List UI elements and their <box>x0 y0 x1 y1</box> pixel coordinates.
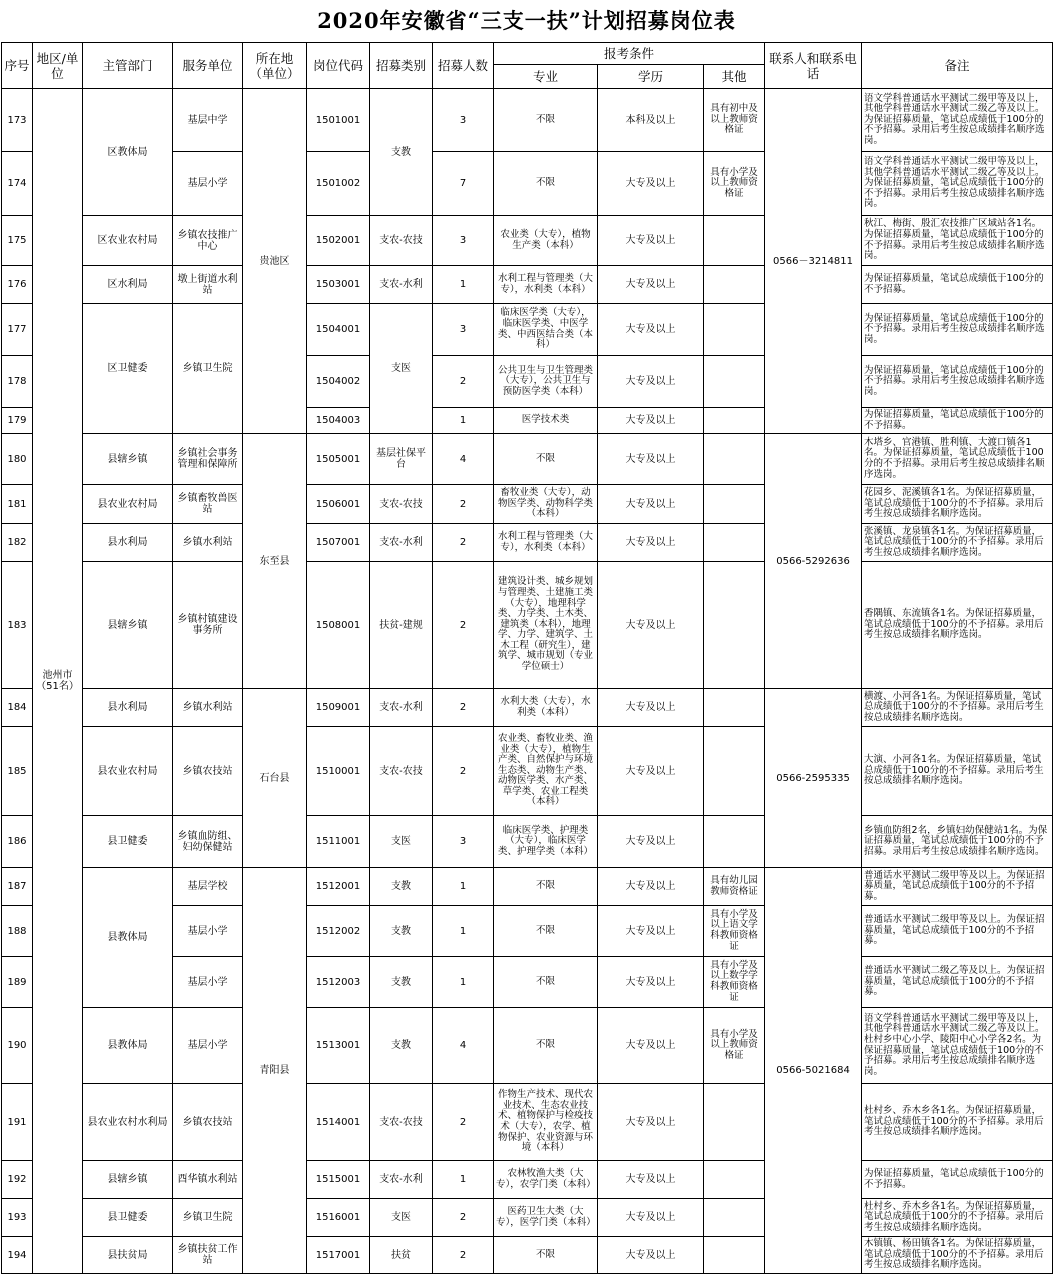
table-row <box>2 524 1053 562</box>
code-cell: 1512001 <box>307 868 370 906</box>
seq-cell: 191 <box>2 1084 33 1161</box>
major-cell: 临床医学类（大专），临床医学类、中医学类、中西医结合类（本科） <box>494 304 598 356</box>
edu-cell: 大专及以上 <box>598 727 704 816</box>
note-cell: 大演、小河各1名。为保证招募质量，笔试总成绩低于100分的不予招募。录用后考生按总成绩排名顺序选岗。 <box>862 727 1053 816</box>
edu-cell: 大专及以上 <box>598 1237 704 1274</box>
note-cell: 张溪镇、龙泉镇各1名。为保证招募质量，笔试总成绩低于100分的不予招募。录用后考生按总成绩排名顺序选岗。 <box>862 524 1053 562</box>
code-cell: 1513001 <box>307 1008 370 1084</box>
unit-cell: 墩上街道水利站 <box>173 266 243 304</box>
other-cell <box>704 1161 765 1199</box>
page-title: 2020年安徽省“三支一扶”计划招募岗位表 <box>317 8 736 33</box>
note-cell: 秋江、梅街、殷汇农技推广区域站各1名。为保证招募质量，笔试总成绩低于100分的不予招募。录用后考生按总成绩排名顺序选岗。 <box>862 216 1053 266</box>
unit-cell: 基层学校 <box>173 868 243 906</box>
dept-cell: 区教体局 <box>83 89 173 216</box>
code-cell: 1516001 <box>307 1199 370 1237</box>
num-cell: 2 <box>433 356 494 408</box>
category-cell: 支农-农技 <box>370 485 433 524</box>
category-cell: 支农-水利 <box>370 689 433 727</box>
note-cell: 为保证招募质量，笔试总成绩低于100分的不予招募。 <box>862 408 1053 434</box>
edu-cell: 大专及以上 <box>598 524 704 562</box>
seq-cell: 194 <box>2 1237 33 1274</box>
edu-cell: 大专及以上 <box>598 816 704 868</box>
major-cell: 不限 <box>494 434 598 485</box>
seq-cell: 185 <box>2 727 33 816</box>
num-cell: 3 <box>433 816 494 868</box>
other-cell <box>704 524 765 562</box>
contact-cell: 0566-5292636 <box>765 434 862 689</box>
major-cell: 水利工程与管理类（大专），水利类（本科） <box>494 266 598 304</box>
note-cell: 语文学科普通话水平测试二级甲等及以上，其他学科普通话水平测试二级乙等及以上。为保证招募质量，笔试总成绩低于100分的不予招募。录用后考生按总成绩排名顺序选岗。 <box>862 152 1053 216</box>
code-cell: 1510001 <box>307 727 370 816</box>
note-cell: 乡镇血防组2名，乡镇妇幼保健站1名。为保证招募质量，笔试总成绩低于100分的不予招募。录用后考生按总成绩排名顺序选岗。 <box>862 816 1053 868</box>
other-cell <box>704 689 765 727</box>
category-cell: 支医 <box>370 1199 433 1237</box>
header-major: 专业 <box>494 65 598 89</box>
code-cell: 1504001 <box>307 304 370 356</box>
note-cell: 为保证招募质量，笔试总成绩低于100分的不予招募。 <box>862 1161 1053 1199</box>
note-cell: 横渡、小河各1名。为保证招募质量，笔试总成绩低于100分的不予招募。录用后考生按总成绩排名顺序选岗。 <box>862 689 1053 727</box>
seq-cell: 190 <box>2 1008 33 1084</box>
category-cell: 支农-水利 <box>370 524 433 562</box>
code-cell: 1517001 <box>307 1237 370 1274</box>
note-cell: 普通话水平测试二级甲等及以上。为保证招募质量，笔试总成绩低于100分的不予招募。 <box>862 906 1053 957</box>
major-cell: 不限 <box>494 152 598 216</box>
note-cell: 为保证招募质量，笔试总成绩低于100分的不予招募。录用后考生按总成绩排名顺序选岗。 <box>862 304 1053 356</box>
seq-cell: 180 <box>2 434 33 485</box>
category-cell: 支教 <box>370 89 433 216</box>
table-row <box>2 816 1053 868</box>
code-cell: 1509001 <box>307 689 370 727</box>
code-cell: 1502001 <box>307 216 370 266</box>
major-cell: 医药卫生大类（大专），医学门类（本科） <box>494 1199 598 1237</box>
code-cell: 1504002 <box>307 356 370 408</box>
code-cell: 1507001 <box>307 524 370 562</box>
num-cell: 3 <box>433 304 494 356</box>
major-cell: 农林牧渔大类（大专），农学门类（本科） <box>494 1161 598 1199</box>
category-cell: 基层社保平台 <box>370 434 433 485</box>
note-cell: 木塔乡、官港镇、胜利镇、大渡口镇各1名。为保证招募质量，笔试总成绩低于100分的不予招募。录用后考生按总成绩排名顺序选岗。 <box>862 434 1053 485</box>
note-cell: 普通话水平测试二级乙等及以上。为保证招募质量，笔试总成绩低于100分的不予招募。 <box>862 957 1053 1008</box>
major-cell: 水利工程与管理类（大专），水利类（本科） <box>494 524 598 562</box>
num-cell: 1 <box>433 868 494 906</box>
major-cell: 不限 <box>494 1008 598 1084</box>
dept-cell: 区卫健委 <box>83 304 173 434</box>
location-cell: 青阳县 <box>243 868 307 1274</box>
edu-cell: 大专及以上 <box>598 1008 704 1084</box>
edu-cell: 大专及以上 <box>598 1199 704 1237</box>
table-row <box>2 89 1053 152</box>
edu-cell: 大专及以上 <box>598 1161 704 1199</box>
note-cell: 普通话水平测试二级甲等及以上。为保证招募质量，笔试总成绩低于100分的不予招募。 <box>862 868 1053 906</box>
num-cell: 4 <box>433 434 494 485</box>
category-cell: 支教 <box>370 1008 433 1084</box>
table-row <box>2 868 1053 906</box>
recruitment-table <box>1 42 1053 1274</box>
category-cell: 支农-水利 <box>370 266 433 304</box>
unit-cell: 酉华镇水利站 <box>173 1161 243 1199</box>
category-cell: 支教 <box>370 868 433 906</box>
code-cell: 1512003 <box>307 957 370 1008</box>
dept-cell: 县扶贫局 <box>83 1237 173 1274</box>
seq-cell: 186 <box>2 816 33 868</box>
code-cell: 1514001 <box>307 1084 370 1161</box>
header-num: 招募人数 <box>433 43 494 89</box>
unit-cell: 基层小学 <box>173 957 243 1008</box>
major-cell: 作物生产技术、现代农业技术、生态农业技术、植物保护与检疫技术（大专），农学、植物保护、农业资源与环境（本科） <box>494 1084 598 1161</box>
location-cell: 贵池区 <box>243 89 307 434</box>
category-cell: 支农-农技 <box>370 216 433 266</box>
other-cell <box>704 727 765 816</box>
header-conditions: 报考条件 <box>494 43 765 65</box>
other-cell <box>704 1084 765 1161</box>
other-cell: 具有初中及以上教师资格证 <box>704 89 765 152</box>
seq-cell: 174 <box>2 152 33 216</box>
edu-cell: 大专及以上 <box>598 152 704 216</box>
header-dept: 主管部门 <box>83 43 173 89</box>
category-cell: 支教 <box>370 906 433 957</box>
note-cell: 花园乡、泥溪镇各1名。为保证招募质量，笔试总成绩低于100分的不予招募。录用后考生按总成绩排名顺序选岗。 <box>862 485 1053 524</box>
code-cell: 1501001 <box>307 89 370 152</box>
num-cell: 2 <box>433 689 494 727</box>
edu-cell: 大专及以上 <box>598 434 704 485</box>
code-cell: 1503001 <box>307 266 370 304</box>
unit-cell: 乡镇农技站 <box>173 1084 243 1161</box>
num-cell: 4 <box>433 1008 494 1084</box>
num-cell: 2 <box>433 727 494 816</box>
edu-cell: 大专及以上 <box>598 562 704 689</box>
major-cell: 水利大类（大专），水利类（本科） <box>494 689 598 727</box>
category-cell: 扶贫 <box>370 1237 433 1274</box>
dept-cell: 县卫健委 <box>83 816 173 868</box>
note-cell: 杜村乡、乔木乡各1名。为保证招募质量，笔试总成绩低于100分的不予招募。录用后考生按总成绩排名顺序选岗。 <box>862 1084 1053 1161</box>
code-cell: 1504003 <box>307 408 370 434</box>
edu-cell: 本科及以上 <box>598 89 704 152</box>
seq-cell: 179 <box>2 408 33 434</box>
other-cell <box>704 1199 765 1237</box>
edu-cell: 大专及以上 <box>598 304 704 356</box>
num-cell: 1 <box>433 1161 494 1199</box>
unit-cell: 乡镇卫生院 <box>173 304 243 434</box>
other-cell: 具有幼儿园教师资格证 <box>704 868 765 906</box>
header-region: 地区/单位 <box>33 43 83 89</box>
major-cell: 临床医学类、护理类（大专），临床医学类、护理学类（本科） <box>494 816 598 868</box>
num-cell: 1 <box>433 266 494 304</box>
other-cell <box>704 816 765 868</box>
seq-cell: 173 <box>2 89 33 152</box>
num-cell: 2 <box>433 524 494 562</box>
table-row <box>2 216 1053 266</box>
major-cell: 畜牧业类（大专），动物医学类、动物科学类（本科） <box>494 485 598 524</box>
unit-cell: 基层小学 <box>173 1008 243 1084</box>
other-cell: 具有小学及以上教师资格证 <box>704 1008 765 1084</box>
unit-cell: 乡镇水利站 <box>173 524 243 562</box>
seq-cell: 181 <box>2 485 33 524</box>
dept-cell: 县教体局 <box>83 1008 173 1084</box>
unit-cell: 乡镇农技站 <box>173 727 243 816</box>
contact-cell: 0566-2595335 <box>765 689 862 868</box>
seq-cell: 184 <box>2 689 33 727</box>
unit-cell: 乡镇畜牧兽医站 <box>173 485 243 524</box>
major-cell: 建筑设计类、城乡规划与管理类、土建施工类（大专），地理科学类、力学类、土木类、建筑类（本科），地理学、力学、建筑学、土木工程（研究生），建筑学、城市规划（专业学位硕士） <box>494 562 598 689</box>
header-contact: 联系人和联系电话 <box>765 43 862 89</box>
seq-cell: 188 <box>2 906 33 957</box>
dept-cell: 县辖乡镇 <box>83 562 173 689</box>
table-row <box>2 485 1053 524</box>
edu-cell: 大专及以上 <box>598 957 704 1008</box>
seq-cell: 182 <box>2 524 33 562</box>
category-cell: 支农-农技 <box>370 1084 433 1161</box>
seq-cell: 178 <box>2 356 33 408</box>
edu-cell: 大专及以上 <box>598 868 704 906</box>
table-row <box>2 434 1053 485</box>
other-cell: 具有小学及以上教师资格证 <box>704 152 765 216</box>
other-cell <box>704 408 765 434</box>
header-seq: 序号 <box>2 43 33 89</box>
dept-cell: 县卫健委 <box>83 1199 173 1237</box>
table-row <box>2 1237 1053 1274</box>
category-cell: 支农-农技 <box>370 727 433 816</box>
location-cell: 东至县 <box>243 434 307 689</box>
dept-cell: 县辖乡镇 <box>83 434 173 485</box>
location-cell: 石台县 <box>243 689 307 868</box>
unit-cell: 乡镇扶贫工作站 <box>173 1237 243 1274</box>
table-row <box>2 727 1053 816</box>
edu-cell: 大专及以上 <box>598 485 704 524</box>
other-cell <box>704 1237 765 1274</box>
note-cell: 语文学科普通话水平测试二级甲等及以上，其他学科普通话水平测试二级乙等及以上。为保证招募质量，笔试总成绩低于100分的不予招募。录用后考生按总成绩排名顺序选岗。 <box>862 89 1053 152</box>
code-cell: 1512002 <box>307 906 370 957</box>
num-cell: 2 <box>433 1237 494 1274</box>
num-cell: 2 <box>433 1199 494 1237</box>
seq-cell: 193 <box>2 1199 33 1237</box>
num-cell: 2 <box>433 562 494 689</box>
dept-cell: 县水利局 <box>83 524 173 562</box>
unit-cell: 乡镇卫生院 <box>173 1199 243 1237</box>
region-cell: 池州市（51名） <box>33 89 83 1274</box>
unit-cell: 基层小学 <box>173 906 243 957</box>
other-cell: 具有小学及以上数学学科教师资格证 <box>704 957 765 1008</box>
num-cell: 1 <box>433 408 494 434</box>
dept-cell: 县水利局 <box>83 689 173 727</box>
major-cell: 不限 <box>494 1237 598 1274</box>
dept-cell: 县教体局 <box>83 868 173 1008</box>
edu-cell: 大专及以上 <box>598 266 704 304</box>
major-cell: 农业类（大专），植物生产类（本科） <box>494 216 598 266</box>
category-cell: 扶贫-建规 <box>370 562 433 689</box>
seq-cell: 175 <box>2 216 33 266</box>
num-cell: 7 <box>433 152 494 216</box>
header-category: 招募类别 <box>370 43 433 89</box>
unit-cell: 基层小学 <box>173 152 243 216</box>
note-cell: 为保证招募质量，笔试总成绩低于100分的不予招募。 <box>862 266 1053 304</box>
other-cell <box>704 304 765 356</box>
table-row <box>2 1008 1053 1084</box>
category-cell: 支教 <box>370 957 433 1008</box>
major-cell: 不限 <box>494 89 598 152</box>
table-row <box>2 562 1053 689</box>
dept-cell: 县农业农村局 <box>83 485 173 524</box>
category-cell: 支农-水利 <box>370 1161 433 1199</box>
contact-cell: 0566－3214811 <box>765 89 862 434</box>
table-row <box>2 1161 1053 1199</box>
note-cell: 杜村乡、乔木乡各1名。为保证招募质量，笔试总成绩低于100分的不予招募。录用后考生按总成绩排名顺序选岗。 <box>862 1199 1053 1237</box>
unit-cell: 乡镇农技推广中心 <box>173 216 243 266</box>
edu-cell: 大专及以上 <box>598 689 704 727</box>
table-row <box>2 304 1053 356</box>
note-cell: 木镇镇、杨田镇各1名。为保证招募质量，笔试总成绩低于100分的不予招募。录用后考生按总成绩排名顺序选岗。 <box>862 1237 1053 1274</box>
code-cell: 1515001 <box>307 1161 370 1199</box>
code-cell: 1505001 <box>307 434 370 485</box>
header-other: 其他 <box>704 65 765 89</box>
other-cell: 具有小学及以上语文学科教师资格证 <box>704 906 765 957</box>
num-cell: 3 <box>433 89 494 152</box>
seq-cell: 183 <box>2 562 33 689</box>
major-cell: 不限 <box>494 906 598 957</box>
category-cell: 支医 <box>370 304 433 434</box>
num-cell: 1 <box>433 957 494 1008</box>
other-cell <box>704 216 765 266</box>
edu-cell: 大专及以上 <box>598 408 704 434</box>
code-cell: 1511001 <box>307 816 370 868</box>
note-cell: 为保证招募质量，笔试总成绩低于100分的不予招募。录用后考生按总成绩排名顺序选岗。 <box>862 356 1053 408</box>
header-code: 岗位代码 <box>307 43 370 89</box>
seq-cell: 176 <box>2 266 33 304</box>
dept-cell: 县农业农村水利局 <box>83 1084 173 1161</box>
dept-cell: 区农业农村局 <box>83 216 173 266</box>
table-row <box>2 266 1053 304</box>
unit-cell: 乡镇血防组、妇幼保健站 <box>173 816 243 868</box>
num-cell: 2 <box>433 485 494 524</box>
code-cell: 1506001 <box>307 485 370 524</box>
other-cell <box>704 266 765 304</box>
num-cell: 1 <box>433 906 494 957</box>
major-cell: 公共卫生与卫生管理类（大专），公共卫生与预防医学类（本科） <box>494 356 598 408</box>
other-cell <box>704 485 765 524</box>
dept-cell: 区水利局 <box>83 266 173 304</box>
edu-cell: 大专及以上 <box>598 906 704 957</box>
code-cell: 1508001 <box>307 562 370 689</box>
major-cell: 农业类、畜牧业类、渔业类（大专），植物生产类、自然保护与环境生态类、动物生产类、动物医学类、水产类、草学类、农业工程类（本科） <box>494 727 598 816</box>
edu-cell: 大专及以上 <box>598 216 704 266</box>
table-row <box>2 1084 1053 1161</box>
other-cell <box>704 434 765 485</box>
num-cell: 3 <box>433 216 494 266</box>
note-cell: 语文学科普通话水平测试二级甲等及以上，其他学科普通话水平测试二级乙等及以上。杜村乡中心小学、陵阳中心小学各2名。为保证招募质量，笔试总成绩低于100分的不予招募。录用后考生按总成绩排名顺序选岗。 <box>862 1008 1053 1084</box>
dept-cell: 县辖乡镇 <box>83 1161 173 1199</box>
header-unit: 服务单位 <box>173 43 243 89</box>
unit-cell: 基层中学 <box>173 89 243 152</box>
major-cell: 医学技术类 <box>494 408 598 434</box>
edu-cell: 大专及以上 <box>598 1084 704 1161</box>
unit-cell: 乡镇水利站 <box>173 689 243 727</box>
category-cell: 支医 <box>370 816 433 868</box>
table-row <box>2 1199 1053 1237</box>
table-row <box>2 689 1053 727</box>
seq-cell: 177 <box>2 304 33 356</box>
major-cell: 不限 <box>494 868 598 906</box>
header-location: 所在地（单位） <box>243 43 307 89</box>
dept-cell: 县农业农村局 <box>83 727 173 816</box>
seq-cell: 189 <box>2 957 33 1008</box>
seq-cell: 192 <box>2 1161 33 1199</box>
contact-cell: 0566-5021684 <box>765 868 862 1274</box>
seq-cell: 187 <box>2 868 33 906</box>
unit-cell: 乡镇村镇建设事务所 <box>173 562 243 689</box>
note-cell: 香隅镇、东流镇各1名。为保证招募质量，笔试总成绩低于100分的不予招募。录用后考生按总成绩排名顺序选岗。 <box>862 562 1053 689</box>
header-note: 备注 <box>862 43 1053 89</box>
unit-cell: 乡镇社会事务管理和保障所 <box>173 434 243 485</box>
header-edu: 学历 <box>598 65 704 89</box>
edu-cell: 大专及以上 <box>598 356 704 408</box>
other-cell <box>704 562 765 689</box>
other-cell <box>704 356 765 408</box>
num-cell: 2 <box>433 1084 494 1161</box>
major-cell: 不限 <box>494 957 598 1008</box>
code-cell: 1501002 <box>307 152 370 216</box>
